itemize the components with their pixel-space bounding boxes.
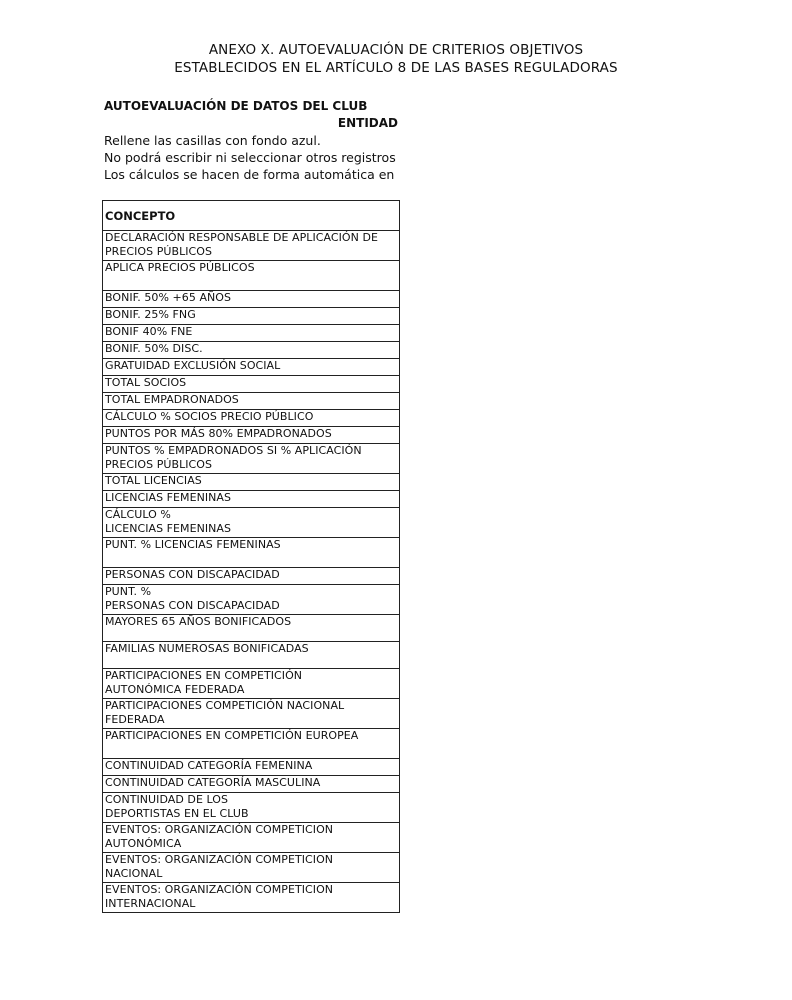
table-row xyxy=(103,393,400,410)
table-row xyxy=(103,444,400,474)
table-row xyxy=(103,325,400,342)
concept-cell: BONIF. 50% DISC. xyxy=(103,342,400,359)
table-row xyxy=(103,291,400,308)
table-row xyxy=(103,793,400,823)
concept-cell: MAYORES 65 AÑOS BONIFICADOS xyxy=(103,615,400,642)
table-row xyxy=(103,853,400,883)
table-row xyxy=(103,883,400,913)
table-row xyxy=(103,308,400,325)
table-row xyxy=(103,729,400,759)
table-row xyxy=(103,759,400,776)
concept-cell: PARTICIPACIONES EN COMPETICIÓN EUROPEA xyxy=(103,729,400,759)
concept-cell: BONIF. 50% +65 AÑOS xyxy=(103,291,400,308)
document-title-line2: ESTABLECIDOS EN EL ARTÍCULO 8 DE LAS BASES REGULADORAS xyxy=(174,60,618,76)
table-row xyxy=(103,615,400,642)
concept-cell: LICENCIAS FEMENINAS xyxy=(103,491,400,508)
instruction-fill-blue: Rellene las casillas con fondo azul. xyxy=(104,133,321,148)
table-header-row xyxy=(103,201,400,231)
concept-cell: FAMILIAS NUMEROSAS BONIFICADAS xyxy=(103,642,400,669)
concept-cell: PERSONAS CON DISCAPACIDAD xyxy=(103,568,400,585)
concept-cell: EVENTOS: ORGANIZACIÓN COMPETICION AUTONÓMICA xyxy=(103,823,400,853)
section-heading: AUTOEVALUACIÓN DE DATOS DEL CLUB xyxy=(104,99,368,113)
concept-cell: GRATUIDAD EXCLUSIÓN SOCIAL xyxy=(103,359,400,376)
table-row xyxy=(103,342,400,359)
table-row xyxy=(103,699,400,729)
table-row xyxy=(103,568,400,585)
column-header-concepto: CONCEPTO xyxy=(103,201,400,231)
concept-cell: PARTICIPACIONES COMPETICIÓN NACIONAL FEDERADA xyxy=(103,699,400,729)
concept-cell: EVENTOS: ORGANIZACIÓN COMPETICION NACIONAL xyxy=(103,853,400,883)
concept-cell: PUNT. % PERSONAS CON DISCAPACIDAD xyxy=(103,585,400,615)
concept-cell: TOTAL SOCIOS xyxy=(103,376,400,393)
table-row xyxy=(103,642,400,669)
table-row xyxy=(103,491,400,508)
table-row xyxy=(103,508,400,538)
concept-cell: BONIF. 25% FNG xyxy=(103,308,400,325)
table-row xyxy=(103,823,400,853)
table-row xyxy=(103,376,400,393)
table-row xyxy=(103,359,400,376)
concept-cell: APLICA PRECIOS PÚBLICOS xyxy=(103,261,400,291)
concept-cell: PARTICIPACIONES EN COMPETICIÓN AUTONÓMICA FEDERADA xyxy=(103,669,400,699)
instruction-auto-calc: Los cálculos se hacen de forma automática en xyxy=(104,167,395,182)
concept-cell: CÁLCULO % SOCIOS PRECIO PÚBLICO xyxy=(103,410,400,427)
concept-cell: PUNTOS POR MÁS 80% EMPADRONADOS xyxy=(103,427,400,444)
concept-table xyxy=(102,200,400,913)
concept-cell: PUNT. % LICENCIAS FEMENINAS xyxy=(103,538,400,568)
table-row xyxy=(103,410,400,427)
table-row xyxy=(103,474,400,491)
concept-cell: PUNTOS % EMPADRONADOS SI % APLICACIÓN PRECIOS PÚBLICOS xyxy=(103,444,400,474)
concept-cell: BONIF 40% FNE xyxy=(103,325,400,342)
table-row xyxy=(103,261,400,291)
concept-cell: CONTINUIDAD CATEGORÍA FEMENINA xyxy=(103,759,400,776)
concept-cell: DECLARACIÓN RESPONSABLE DE APLICACIÓN DE PRECIOS PÚBLICOS xyxy=(103,231,400,261)
table-row xyxy=(103,669,400,699)
concept-cell: TOTAL EMPADRONADOS xyxy=(103,393,400,410)
concept-cell: TOTAL LICENCIAS xyxy=(103,474,400,491)
table-row xyxy=(103,538,400,568)
table-row xyxy=(103,585,400,615)
concept-cell: CONTINUIDAD CATEGORÍA MASCULINA xyxy=(103,776,400,793)
table-row xyxy=(103,427,400,444)
entity-label: ENTIDAD xyxy=(337,116,398,130)
document-title-line1: ANEXO X. AUTOEVALUACIÓN DE CRITERIOS OBJETIVOS xyxy=(208,42,584,58)
table-row xyxy=(103,231,400,261)
concept-cell: EVENTOS: ORGANIZACIÓN COMPETICION INTERNACIONAL xyxy=(103,883,400,913)
concept-cell: CONTINUIDAD DE LOS DEPORTISTAS EN EL CLUB xyxy=(103,793,400,823)
instruction-no-edit: No podrá escribir ni seleccionar otros registros xyxy=(104,150,396,165)
table-row xyxy=(103,776,400,793)
concept-cell: CÁLCULO % LICENCIAS FEMENINAS xyxy=(103,508,400,538)
